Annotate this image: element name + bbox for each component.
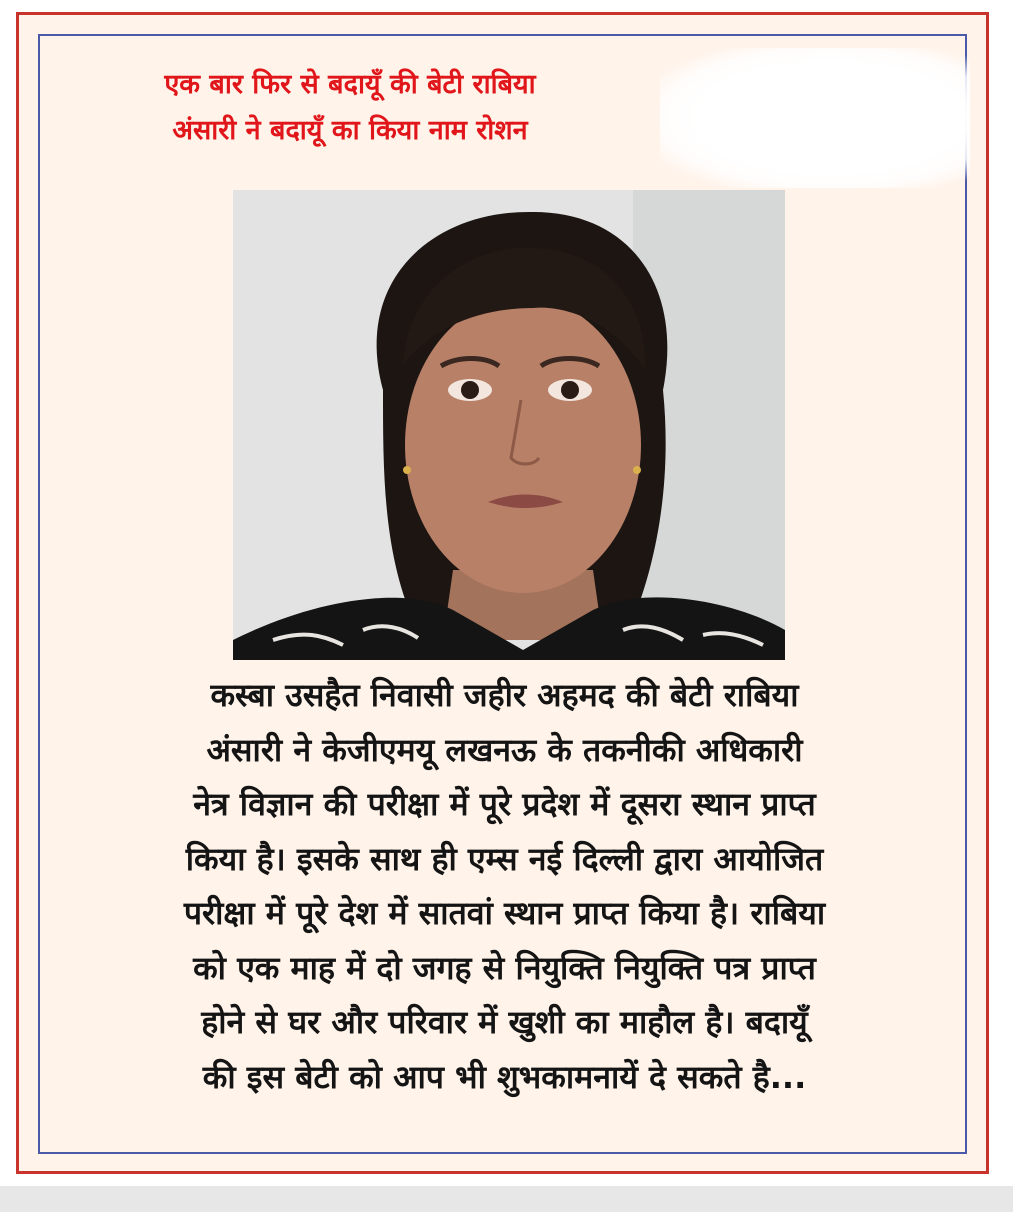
body-line-2: अंसारी ने केजीएमयू लखनऊ के तकनीकी अधिकारी <box>206 730 803 769</box>
headline-line-1: एक बार फिर से बदायूँ की बेटी राबिया <box>164 69 536 100</box>
headline <box>60 62 640 154</box>
headline-line-2: अंसारी ने बदायूँ का किया नाम रोशन <box>172 115 528 146</box>
body-line-7: होने से घर और परिवार में खुशी का माहौल है। बदायूँ <box>201 1003 808 1041</box>
bottom-strip <box>0 1186 1013 1212</box>
portrait-photo <box>233 190 785 660</box>
body-line-8: की इस बेटी को आप भी शुभकामनायें दे सकते है... <box>202 1057 807 1096</box>
body-line-3: नेत्र विज्ञान की परीक्षा में पूरे प्रदेश में दूसरा स्थान प्राप्त <box>193 785 816 823</box>
body-line-5: परीक्षा में पूरे देश में सातवां स्थान प्राप्त किया है। राबिया <box>183 894 826 932</box>
body-line-4: किया है। इसके साथ ही एम्स नई दिल्ली द्वारा आयोजित <box>185 839 824 878</box>
article-body <box>52 668 957 1104</box>
body-line-6: को एक माह में दो जगह से नियुक्ति नियुक्ति पत्र प्राप्त <box>193 948 816 987</box>
blurred-region <box>660 48 970 188</box>
body-line-1: कस्बा उसहैत निवासी जहीर अहमद की बेटी राबिया <box>210 676 799 714</box>
